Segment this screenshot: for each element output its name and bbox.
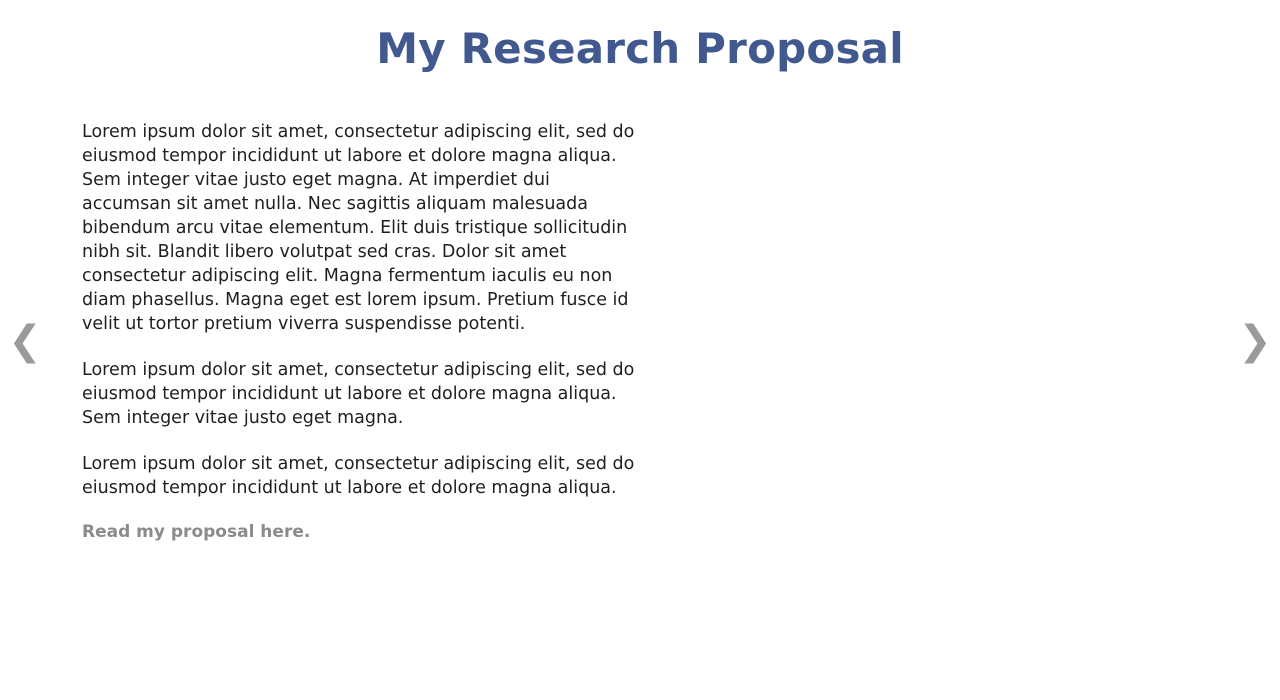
body-paragraph-3: Lorem ipsum dolor sit amet, consectetur adipiscing elit, sed do eiusmod tempor incididunt ut labore et dolore magna aliqua.: [82, 454, 635, 498]
page-title: My Research Proposal: [376, 24, 904, 73]
next-slide-arrow-icon[interactable]: ❯: [1238, 318, 1272, 364]
previous-slide-arrow-icon[interactable]: ❮: [8, 318, 42, 364]
body-paragraph-2: Lorem ipsum dolor sit amet, consectetur adipiscing elit, sed do eiusmod tempor incididunt ut labore et dolore magna aliqua. Sem integer vitae justo eget magna.: [82, 360, 635, 428]
proposal-link[interactable]: Read my proposal here.: [82, 522, 311, 542]
body-paragraph-1: Lorem ipsum dolor sit amet, consectetur adipiscing elit, sed do eiusmod tempor incididunt ut labore et dolore magna aliqua. Sem integer vitae justo eget magna. At imperdiet dui accumsan sit amet nulla. Nec sagittis aliquam malesuada bibendum arcu vitae elementum. Elit duis tristique sollicitudin nibh sit. Blandit libero volutpat sed cras. Dolor sit amet consectetur adipiscing elit. Magna fermentum iaculis eu non diam phasellus. Magna eget est lorem ipsum. Pretium fusce id velit ut tortor pretium viverra suspendisse potenti.: [82, 122, 635, 334]
content-area: [82, 120, 642, 544]
